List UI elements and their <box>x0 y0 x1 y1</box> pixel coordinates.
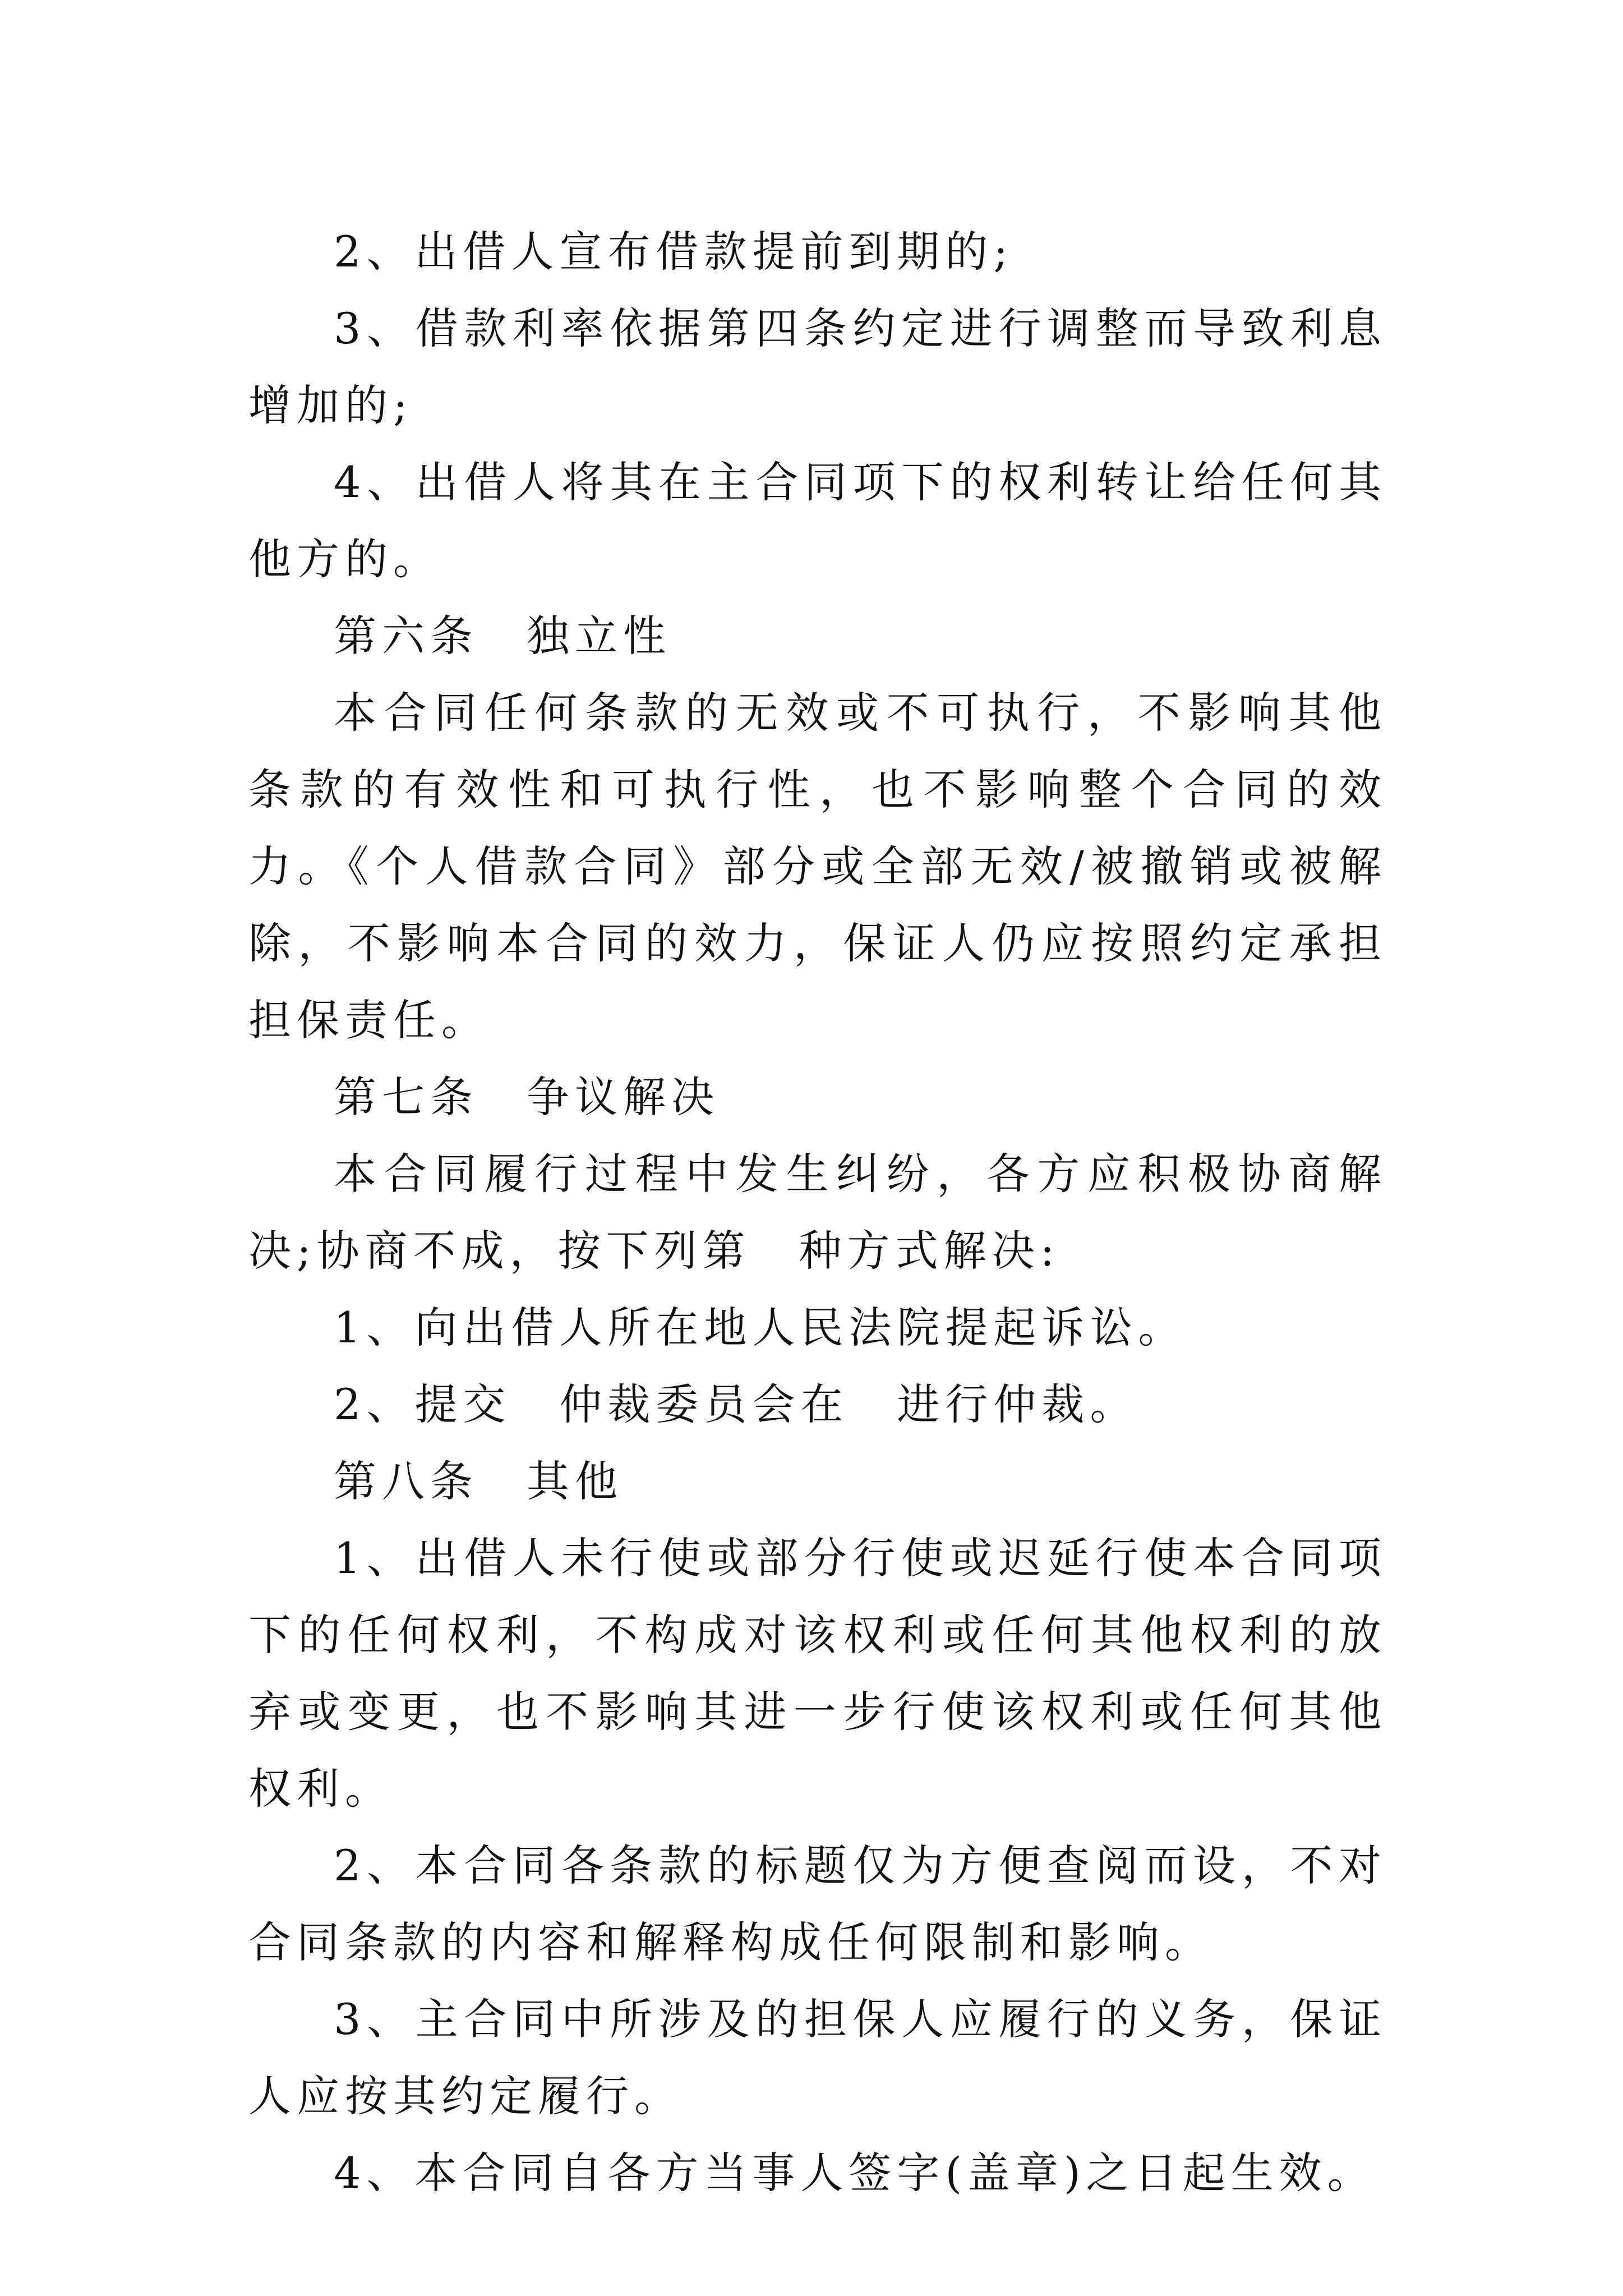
paragraph-article-8-item-1: 1、出借人未行使或部分行使或迟延行使本合同项下的任何权利，不构成对该权利或任何其他权利的放弃或变更，也不影响其进一步行使该权利或任何其他权利。 <box>248 1533 1387 1814</box>
document-body <box>248 213 1387 2211</box>
heading-article-6: 第六条 独立性 <box>334 611 671 661</box>
paragraph-article-8-item-4: 4、本合同自各方当事人签字(盖章)之日起生效。 <box>334 2148 1376 2198</box>
paragraph-article-8-item-3: 3、主合同中所涉及的担保人应履行的义务，保证人应按其约定履行。 <box>248 1994 1387 2121</box>
paragraph-article-7-item-2: 2、提交 仲裁委员会在 进行仲裁。 <box>334 1379 1138 1429</box>
paragraph-article-7-body: 本合同履行过程中发生纠纷，各方应积极协商解决;协商不成，按下列第 种方式解决: <box>248 1149 1387 1276</box>
paragraph-article-6-body: 本合同任何条款的无效或不可执行，不影响其他条款的有效性和可执行性，也不影响整个合同的效力。《个人借款合同》部分或全部无效/被撤销或被解除，不影响本合同的效力，保证人仍应按照约定承担担保责任。 <box>248 688 1387 1045</box>
heading-article-7: 第七条 争议解决 <box>334 1072 720 1122</box>
paragraph-clause-5-item-2: 2、出借人宣布借款提前到期的; <box>334 227 1013 277</box>
paragraph-article-7-item-1: 1、向出借人所在地人民法院提起诉讼。 <box>334 1303 1187 1352</box>
paragraph-article-8-item-2: 2、本合同各条款的标题仅为方便查阅而设，不对合同条款的内容和解释构成任何限制和影响。 <box>248 1841 1387 1967</box>
paragraph-clause-5-item-3: 3、借款利率依据第四条约定进行调整而导致利息增加的; <box>248 303 1387 430</box>
paragraph-clause-5-item-4: 4、出借人将其在主合同项下的权利转让给任何其他方的。 <box>248 457 1387 584</box>
heading-article-8: 第八条 其他 <box>334 1456 623 1506</box>
